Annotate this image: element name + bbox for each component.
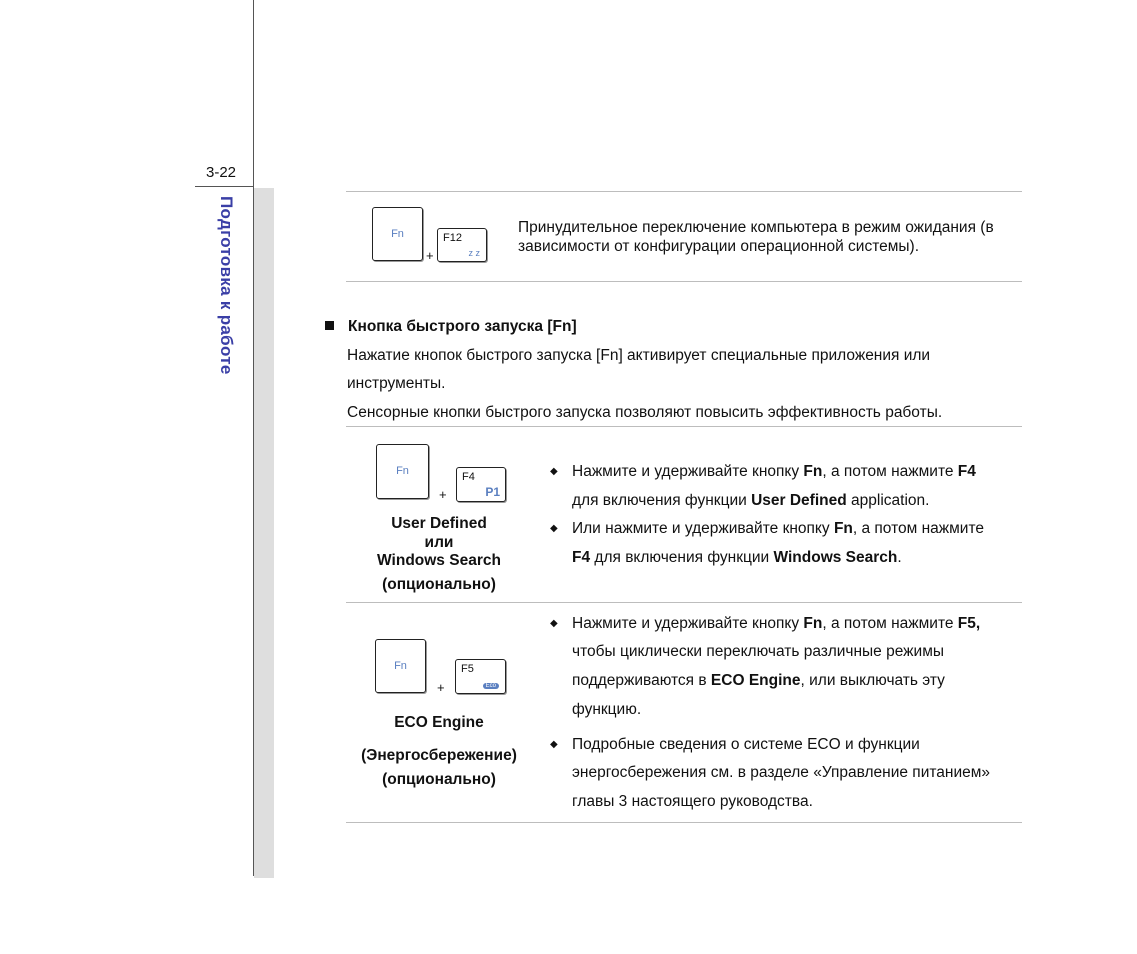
divider — [346, 426, 1022, 427]
f5-key-icon — [455, 659, 506, 694]
f4-label-optional: (опционально) — [382, 576, 496, 593]
f12-key-icon — [437, 228, 487, 262]
diamond-bullet-icon: ◆ — [550, 618, 558, 629]
f5-label-optional: (опционально) — [382, 771, 496, 788]
divider — [346, 822, 1022, 823]
f4-bullet1-line1: Нажмите и удерживайте кнопку Fn, а потом нажмите F4 — [572, 463, 976, 480]
fn-key-icon — [375, 639, 426, 693]
page-number-underline — [195, 186, 254, 187]
f4-bullet1-line2: для включения функции User Defined application. — [572, 492, 930, 509]
section-heading: Кнопка быстрого запуска [Fn] — [348, 318, 577, 335]
f12-key-label: F12 — [443, 232, 462, 244]
diamond-bullet-icon: ◆ — [550, 466, 558, 477]
plus-sign: + — [439, 487, 447, 502]
f5-bullet1-line3: поддерживаются в ECO Engine, или выключать эту — [572, 672, 945, 689]
f4-label-windows-search: Windows Search — [377, 552, 501, 569]
f5-bullet2-line3: главы 3 настоящего руководства. — [572, 793, 813, 810]
p1-symbol-icon: P1 — [485, 485, 500, 499]
f4-label-user-defined: User Defined — [391, 515, 487, 532]
section-para2: Сенсорные кнопки быстрого запуска позволяют повысить эффективность работы. — [347, 404, 943, 421]
side-chapter-title: Подготовка к работе — [217, 196, 236, 375]
eco-badge-icon: Eco — [483, 683, 499, 689]
fn-key-icon — [376, 444, 429, 499]
sleep-description-line2: зависимости от конфигурации операционной системы). — [518, 238, 920, 255]
square-bullet-icon — [325, 321, 334, 330]
sleep-zz-icon: z z — [468, 248, 480, 258]
divider — [346, 191, 1022, 192]
f4-bullet2-line2: F4 для включения функции Windows Search. — [572, 549, 902, 566]
diamond-bullet-icon: ◆ — [550, 523, 558, 534]
divider — [346, 602, 1022, 603]
plus-sign: + — [426, 248, 434, 263]
f4-bullet2-line1: Или нажмите и удерживайте кнопку Fn, а потом нажмите — [572, 520, 985, 537]
f5-bullet1-line4: функцию. — [572, 701, 642, 718]
margin-gray-band — [254, 188, 274, 878]
page-number: 3-22 — [206, 164, 237, 181]
f5-label-energy-saving: (Энергосбережение) — [361, 747, 517, 764]
f5-key-label: F5 — [461, 663, 474, 675]
section-para1-line2: инструменты. — [347, 375, 446, 392]
diamond-bullet-icon: ◆ — [550, 739, 558, 750]
f5-label-eco-engine: ECO Engine — [394, 714, 484, 731]
fn-key-label: Fn — [391, 228, 404, 240]
plus-sign: + — [437, 680, 445, 695]
divider — [346, 281, 1022, 282]
f5-bullet2-line1: Подробные сведения о системе ECO и функции — [572, 736, 920, 753]
sleep-description-line1: Принудительное переключение компьютера в режим ожидания (в — [518, 219, 994, 236]
fn-key-label: Fn — [396, 465, 409, 477]
f4-key-icon — [456, 467, 506, 502]
f5-bullet1-line2: чтобы циклически переключать различные режимы — [572, 643, 944, 660]
f5-bullet1-line1: Нажмите и удерживайте кнопку Fn, а потом нажмите F5, — [572, 615, 981, 632]
f4-key-label: F4 — [462, 471, 475, 483]
fn-key-label: Fn — [394, 660, 407, 672]
section-para1-line1: Нажатие кнопок быстрого запуска [Fn] активирует специальные приложения или — [347, 347, 931, 364]
fn-key-icon — [372, 207, 423, 261]
f5-bullet2-line2: энергосбережения см. в разделе «Управление питанием» — [572, 764, 991, 781]
f4-label-or: или — [424, 534, 454, 551]
